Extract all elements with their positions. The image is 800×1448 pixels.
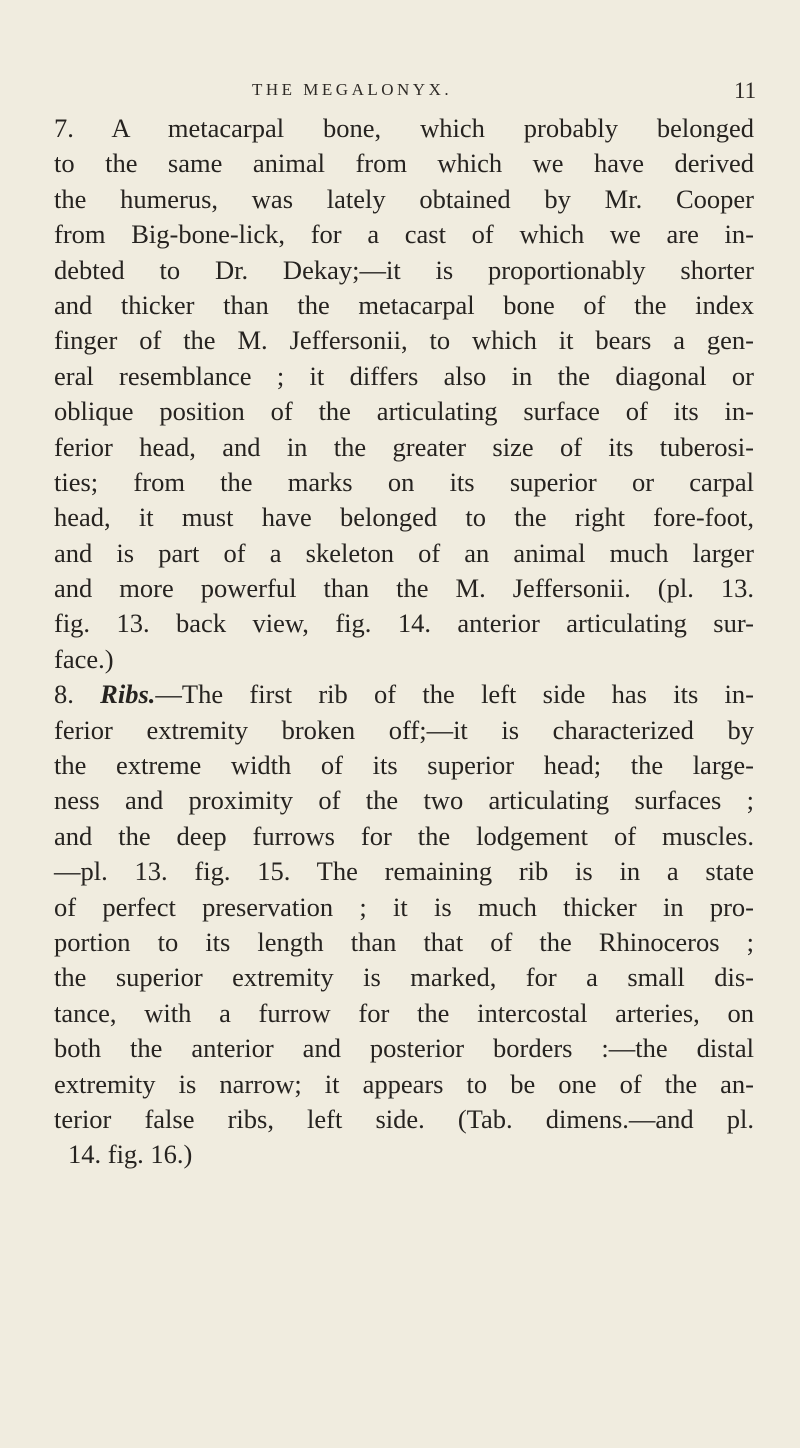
text-line: and is part of a skeleton of an animal much larger bbox=[54, 537, 754, 568]
text-line: finger of the M. Jeffersonii, to which it bears a gen- bbox=[54, 325, 754, 356]
text-line: the humerus, was lately obtained by Mr. Cooper bbox=[54, 183, 754, 214]
running-title: THE MEGALONYX. bbox=[252, 80, 453, 99]
text-line: tance, with a furrow for the intercostal arteries, on bbox=[54, 997, 754, 1028]
section-number: 8. bbox=[54, 679, 74, 710]
text-line: portion to its length than that of the Rhinoceros ; bbox=[54, 926, 754, 957]
section-heading: Ribs. bbox=[100, 679, 156, 710]
body-text bbox=[54, 111, 754, 1173]
text-line: and the deep furrows for the lodgement of muscles. bbox=[54, 820, 754, 851]
text-line: ferior extremity broken off;—it is characterized by bbox=[54, 714, 754, 745]
text-line: from Big-bone-lick, for a cast of which we are in- bbox=[54, 219, 754, 250]
text-line: face.) bbox=[54, 643, 114, 674]
text-line: the superior extremity is marked, for a small dis- bbox=[54, 962, 754, 993]
text-line: and more powerful than the M. Jeffersonii. (pl. 13. bbox=[54, 573, 754, 604]
text-line: terior false ribs, left side. (Tab. dimens.—and pl. bbox=[54, 1103, 754, 1134]
text-line: debted to Dr. Dekay;—it is proportionably shorter bbox=[54, 254, 754, 285]
text-line: oblique position of the articulating surface of its in- bbox=[54, 396, 754, 427]
text-line: the extreme width of its superior head; the large- bbox=[54, 750, 754, 781]
section-first-line-text: —The first rib of the left side has its in- bbox=[155, 679, 754, 710]
text-line: ties; from the marks on its superior or carpal bbox=[54, 466, 754, 497]
text-line: eral resemblance ; it differs also in the diagonal or bbox=[54, 360, 754, 391]
running-head bbox=[0, 80, 800, 104]
text-line: to the same animal from which we have derived bbox=[54, 148, 754, 179]
text-line: of perfect preservation ; it is much thicker in pro- bbox=[54, 891, 754, 922]
page-number: 11 bbox=[734, 78, 757, 103]
text-line: 7. A metacarpal bone, which probably belonged bbox=[54, 113, 754, 143]
text-line: both the anterior and posterior borders :—the distal bbox=[54, 1033, 754, 1064]
text-line: and thicker than the metacarpal bone of the index bbox=[54, 289, 754, 320]
text-line: extremity is narrow; it appears to be one of the an- bbox=[54, 1068, 754, 1099]
text-line: 14. fig. 16.) bbox=[68, 1139, 193, 1170]
text-line: ness and proximity of the two articulating surfaces ; bbox=[54, 785, 754, 816]
section-8-first-line bbox=[54, 677, 754, 712]
text-line: head, it must have belonged to the right fore-foot, bbox=[54, 502, 754, 533]
text-line: fig. 13. back view, fig. 14. anterior articulating sur- bbox=[54, 608, 754, 639]
text-line: —pl. 13. fig. 15. The remaining rib is in a state bbox=[54, 856, 754, 887]
text-line: ferior head, and in the greater size of its tuberosi- bbox=[54, 431, 754, 462]
